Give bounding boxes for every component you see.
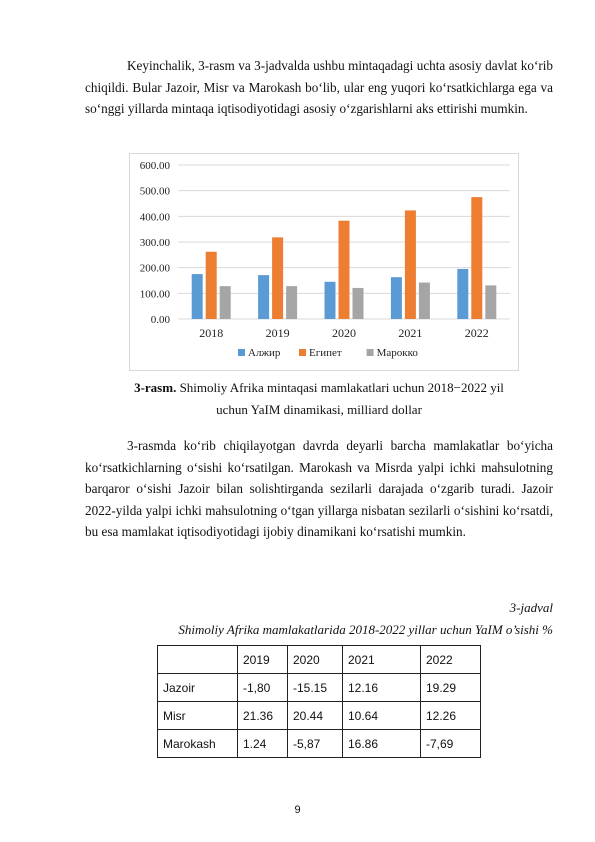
bar (286, 286, 297, 319)
table-row (158, 674, 481, 702)
table-header-cell (158, 646, 238, 674)
table-row (158, 730, 481, 758)
table-header-cell: 2022 (421, 646, 481, 674)
bar (405, 210, 416, 319)
y-tick-label: 200.00 (139, 262, 170, 275)
legend-swatch (299, 349, 306, 356)
page-number: 9 (294, 804, 301, 816)
y-tick-label: 0.00 (150, 314, 170, 326)
table-cell: -7,69 (421, 730, 481, 758)
gdp-bar-chart (129, 153, 519, 371)
table-cell: 10.64 (343, 702, 421, 730)
table-cell: 16.86 (343, 730, 421, 758)
figure-label: 3-rasm. (134, 380, 177, 395)
table-header-cell: 2020 (288, 646, 343, 674)
bar (206, 252, 217, 319)
x-tick-label: 2020 (332, 326, 356, 340)
table-cell: Marokash (158, 730, 238, 758)
table-title: Shimoliy Afrika mamlakatlarida 2018-2022 yillar uchun YaIM o’sishi % (178, 622, 553, 637)
bar (471, 197, 482, 319)
x-tick-label: 2022 (464, 326, 489, 340)
x-tick-label: 2021 (398, 326, 423, 340)
table-cell: 1.24 (238, 730, 288, 758)
chart-svg (130, 154, 520, 372)
table-header-cell: 2019 (238, 646, 288, 674)
x-tick-label: 2019 (265, 326, 290, 340)
bar (457, 269, 468, 319)
table-cell: 21.36 (238, 702, 288, 730)
table-cell: 19.29 (421, 674, 481, 702)
bar (391, 277, 402, 319)
gdp-growth-table (157, 645, 481, 758)
table-cell: -1,80 (238, 674, 288, 702)
y-tick-label: 100.00 (139, 288, 170, 301)
table-header-row (158, 646, 481, 674)
table-header-cell: 2021 (343, 646, 421, 674)
legend-label: Египет (309, 347, 342, 359)
figure-caption-text: Shimoliy Afrika mintaqasi mamlakatlari uchun 2018−2022 yil (179, 380, 504, 395)
legend-label: Алжир (248, 347, 281, 359)
table-label: 3-jadval (509, 600, 553, 615)
intro-paragraph: Keyinchalik, 3-rasm va 3-jadvalda ushbu mintaqadagi uchta asosiy davlat ko‘rib chiqildi. Bular Jazoir, Misr va Marokash bo‘lib, ular eng yuqori ko‘rsatkichlarga ega va so‘nggi yillarda mintaqa iqtisodiyotidagi asosiy o‘zgarishlarni aks ettirishi mumkin. (85, 58, 553, 116)
y-tick-label: 400.00 (139, 211, 170, 224)
legend-swatch (367, 349, 374, 356)
table-cell: -15.15 (288, 674, 343, 702)
bar (220, 286, 231, 319)
table-row (158, 702, 481, 730)
table-cell: Misr (158, 702, 238, 730)
bar (353, 288, 364, 319)
legend-swatch (238, 349, 245, 356)
table-cell: 12.26 (421, 702, 481, 730)
analysis-paragraph: 3-rasmda ko‘rib chiqilayotgan davrda deyarli barcha mamlakatlar bo‘yicha ko‘rsatkichlarning o‘sishi ko‘rsatilgan. Marokash va Misrda yalpi ichki mahsulotning barqaror o‘sishi Jazoir bilan solishtirganda sezilarli darajada o‘zgarib turadi. Jazoir 2022-yilda yalpi ichki mahsulotning o‘tgan yillarga nisbatan sezilarli o‘sishini ko‘rsatdi, bu esa mamlakat iqtisodiyotidagi ijobiy dinamikani ko‘rsatishi mumkin. (85, 438, 553, 539)
bar (258, 275, 269, 319)
table-cell: -5,87 (288, 730, 343, 758)
x-tick-label: 2018 (199, 326, 224, 340)
table-cell: 20.44 (288, 702, 343, 730)
bar (325, 282, 336, 319)
legend-label: Марокко (376, 347, 418, 359)
bar (485, 285, 496, 319)
figure-caption-line1 (85, 378, 553, 398)
y-tick-label: 500.00 (139, 185, 170, 198)
table-cell: 12.16 (343, 674, 421, 702)
bar (272, 237, 283, 319)
y-tick-label: 300.00 (139, 237, 170, 249)
figure-caption-line2: uchun YaIM dinamikasi, milliard dollar (216, 402, 422, 417)
table-cell: Jazoir (158, 674, 238, 702)
bar (192, 274, 203, 319)
bar (339, 221, 350, 319)
y-tick-label: 600.00 (139, 160, 170, 172)
bar (419, 283, 430, 319)
